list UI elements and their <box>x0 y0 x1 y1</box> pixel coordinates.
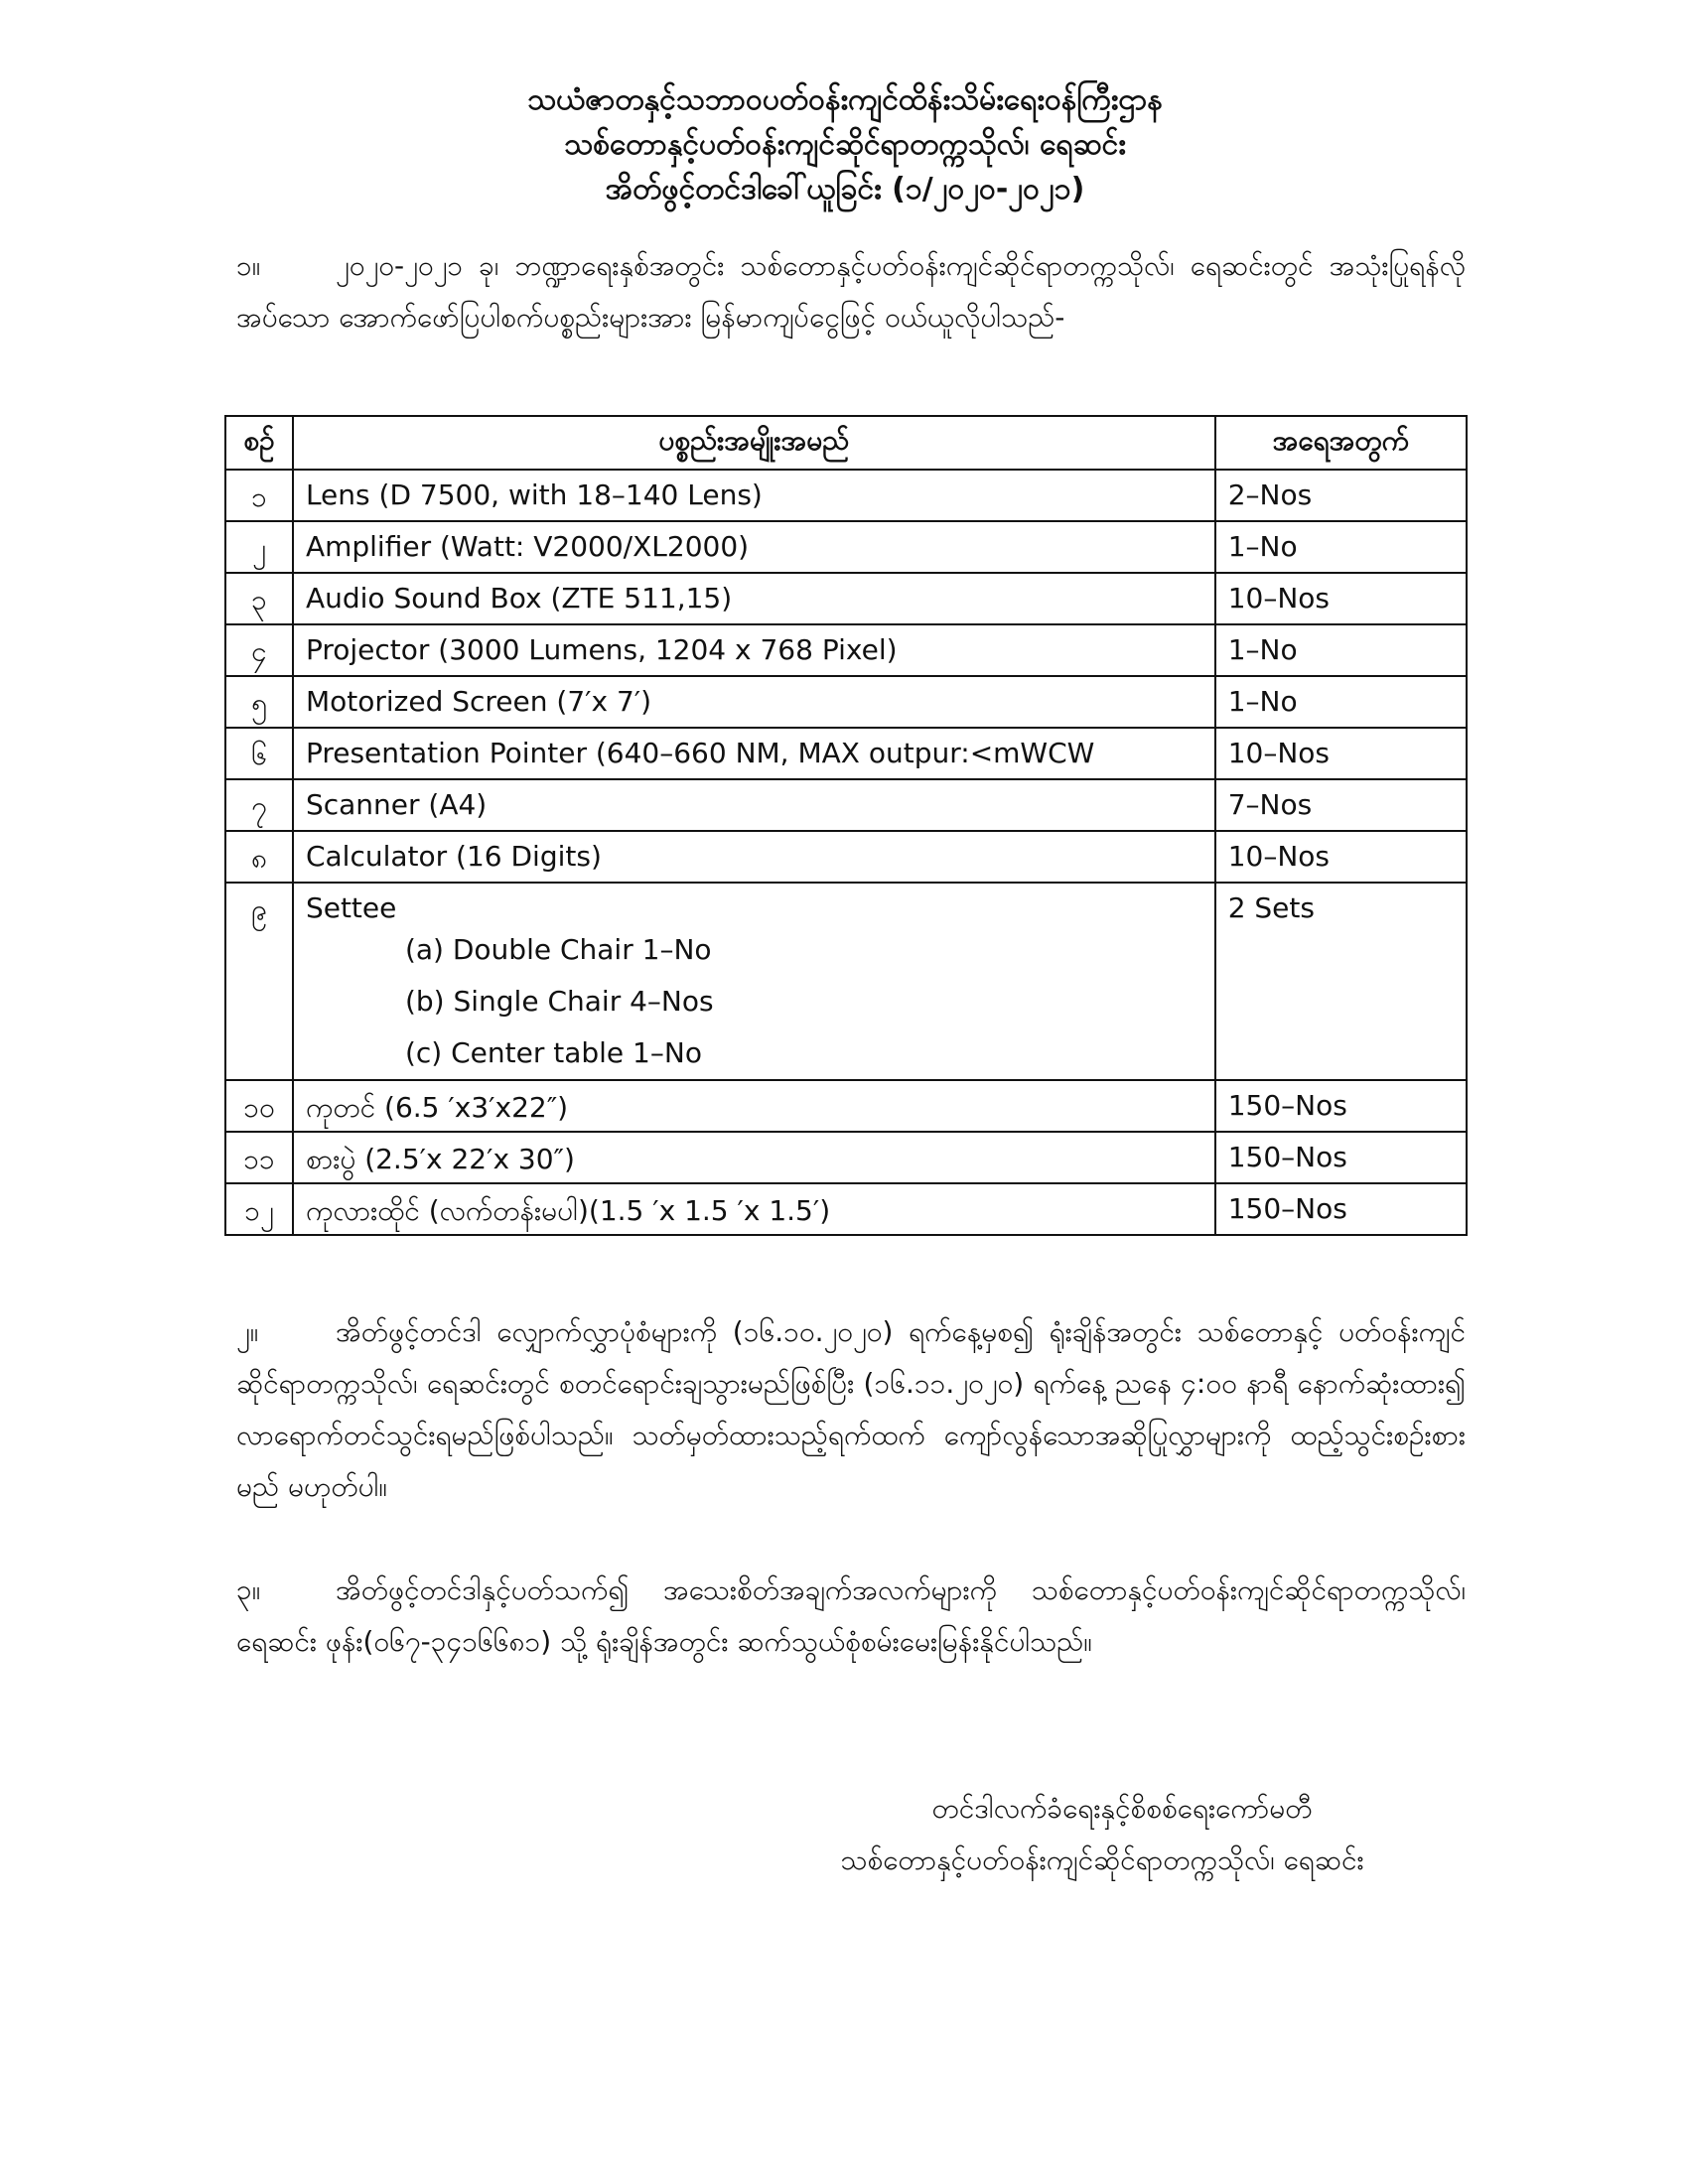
row-serial: ၁၀ <box>225 1080 293 1132</box>
row-item: Projector (3000 Lumens, 1204 x 768 Pixel) <box>293 624 1215 676</box>
table-row <box>225 470 1467 521</box>
row-item-settee <box>293 883 1215 1080</box>
row-serial: ၃ <box>225 573 293 624</box>
signatory-institution: သစ်တောနှင့်ပတ်ဝန်းကျင်ဆိုင်ရာတက္ကသိုလ်၊ ရေဆင်း <box>840 1843 1364 1876</box>
row-item: Scanner (A4) <box>293 779 1215 831</box>
paragraph-text: ၂၀၂၀-၂၀၂၁ ခု၊ ဘဏ္ဍာရေးနှစ်အတွင်း သစ်တောနှင့်ပတ်ဝန်းကျင်ဆိုင်ရာတက္ကသိုလ်၊ ရေဆင်းတွင် အသုံးပြုရန်လိုအပ်သော အောက်ဖော်ပြပါစက်ပစ္စည်းများအား မြန်မာကျပ်ငွေဖြင့် ဝယ်ယူလိုပါသည်- <box>236 249 1466 334</box>
paragraph-text: အိတ်ဖွင့်တင်ဒါနှင့်ပတ်သက်၍ အသေးစိတ်အချက်အလက်များကို သစ်တောနှင့်ပတ်ဝန်းကျင်ဆိုင်ရာတက္ကသိုလ်၊ ရေဆင်း ဖုန်း(၀၆၇-၃၄၁၆၆၈၁) သို့ ရုံးချိန်အတွင်း ဆက်သွယ်စုံစမ်းမေးမြန်းနိုင်ပါသည်။ <box>236 1573 1466 1658</box>
row-serial: ၆ <box>225 728 293 779</box>
row-quantity: 10–Nos <box>1215 728 1467 779</box>
row-quantity: 10–Nos <box>1215 831 1467 883</box>
table-row <box>225 728 1467 779</box>
row-serial: ၅ <box>225 676 293 728</box>
paragraph-number: ၃။ <box>236 1573 261 1606</box>
document-header <box>224 77 1466 211</box>
university-title: သစ်တောနှင့်ပတ်ဝန်းကျင်ဆိုင်ရာတက္ကသိုလ်၊ ရေဆင်း <box>564 127 1126 162</box>
row-serial: ၁၁ <box>225 1132 293 1183</box>
row-item: Motorized Screen (7′x 7′) <box>293 676 1215 728</box>
row-quantity: 1–No <box>1215 624 1467 676</box>
row-item: Settee <box>305 891 397 924</box>
table-row <box>225 624 1467 676</box>
row-quantity: 150–Nos <box>1215 1132 1467 1183</box>
row-item: စားပွဲ (2.5′x 22′x 30″) <box>293 1132 1215 1183</box>
sub-item-double-chair: (a) Double Chair 1–No <box>404 933 712 966</box>
header-item: ပစ္စည်းအမျိုးအမည် <box>293 416 1215 470</box>
table-row <box>225 573 1467 624</box>
row-quantity: 10–Nos <box>1215 573 1467 624</box>
sub-item-single-chair: (b) Single Chair 4–Nos <box>404 985 714 1018</box>
table-row <box>225 831 1467 883</box>
row-quantity: 7–Nos <box>1215 779 1467 831</box>
row-serial: ၁၂ <box>225 1183 293 1235</box>
row-serial: ၉ <box>225 883 293 1080</box>
table-header-row <box>225 416 1467 470</box>
paragraph-2 <box>236 1306 1466 1513</box>
paragraph-number: ၂။ <box>236 1315 259 1348</box>
ministry-title: သယံဇာတနှင့်သဘာဝပတ်ဝန်းကျင်ထိန်းသိမ်းရေးဝန်ကြီးဌာန <box>527 82 1163 117</box>
header-quantity: အရေအတွက် <box>1215 416 1467 470</box>
table-row <box>225 676 1467 728</box>
row-serial: ၈ <box>225 831 293 883</box>
row-serial: ၇ <box>225 779 293 831</box>
row-item: ကုလားထိုင် (လက်တန်းမပါ)(1.5 ′x 1.5 ′x 1.5′) <box>293 1183 1215 1235</box>
committee-name: တင်ဒါလက်ခံရေးနှင့်စိစစ်ရေးကော်မတီ <box>931 1792 1313 1825</box>
row-quantity: 1–No <box>1215 676 1467 728</box>
row-quantity: 2–Nos <box>1215 470 1467 521</box>
row-quantity: 150–Nos <box>1215 1080 1467 1132</box>
row-serial: ၁ <box>225 470 293 521</box>
table-row <box>225 521 1467 573</box>
paragraph-number: ၁။ <box>236 249 261 282</box>
row-serial: ၄ <box>225 624 293 676</box>
row-item: Presentation Pointer (640–660 NM, MAX outpur:<mWCW <box>293 728 1215 779</box>
table-row-settee <box>225 883 1467 1080</box>
signature-block <box>695 1783 1509 1886</box>
items-table <box>224 415 1468 1236</box>
row-quantity: 1–No <box>1215 521 1467 573</box>
header-serial: စဉ် <box>225 416 293 470</box>
row-item: Audio Sound Box (ZTE 511,15) <box>293 573 1215 624</box>
row-quantity: 2 Sets <box>1215 883 1467 1080</box>
table-row <box>225 1132 1467 1183</box>
table-row <box>225 779 1467 831</box>
paragraph-1 <box>236 240 1466 343</box>
row-quantity: 150–Nos <box>1215 1183 1467 1235</box>
row-item: Amplifier (Watt: V2000/XL2000) <box>293 521 1215 573</box>
table-row <box>225 1080 1467 1132</box>
row-item: Calculator (16 Digits) <box>293 831 1215 883</box>
row-item: Lens (D 7500, with 18–140 Lens) <box>293 470 1215 521</box>
row-serial: ၂ <box>225 521 293 573</box>
paragraph-text: အိတ်ဖွင့်တင်ဒါ လျှောက်လွှာပုံစံများကို (၁၆.၁၀.၂၀၂၀) ရက်နေ့မှစ၍ ရုံးချိန်အတွင်း သစ်တောနှင့် ပတ်ဝန်းကျင်ဆိုင်ရာတက္ကသိုလ်၊ ရေဆင်းတွင် စတင်ရောင်းချသွားမည်ဖြစ်ပြီး (၁၆.၁၁.၂၀၂၀) ရက်နေ့ ညနေ ၄:၀၀ နာရီ နောက်ဆုံးထား၍ လာရောက်တင်သွင်းရမည်ဖြစ်ပါသည်။ သတ်မှတ်ထားသည့်ရက်ထက် ကျော်လွန်သောအဆိုပြုလွှာများကို ထည့်သွင်းစဉ်းစားမည် မဟုတ်ပါ။ <box>236 1315 1466 1503</box>
paragraph-3 <box>236 1565 1466 1668</box>
table-row <box>225 1183 1467 1235</box>
row-item: ကုတင် (6.5 ′x3′x22″) <box>293 1080 1215 1132</box>
sub-item-center-table: (c) Center table 1–No <box>404 1036 702 1069</box>
tender-title: အိတ်ဖွင့်တင်ဒါခေါ်ယူခြင်း (၁/၂၀၂၀-၂၀၂၁) <box>605 172 1085 206</box>
